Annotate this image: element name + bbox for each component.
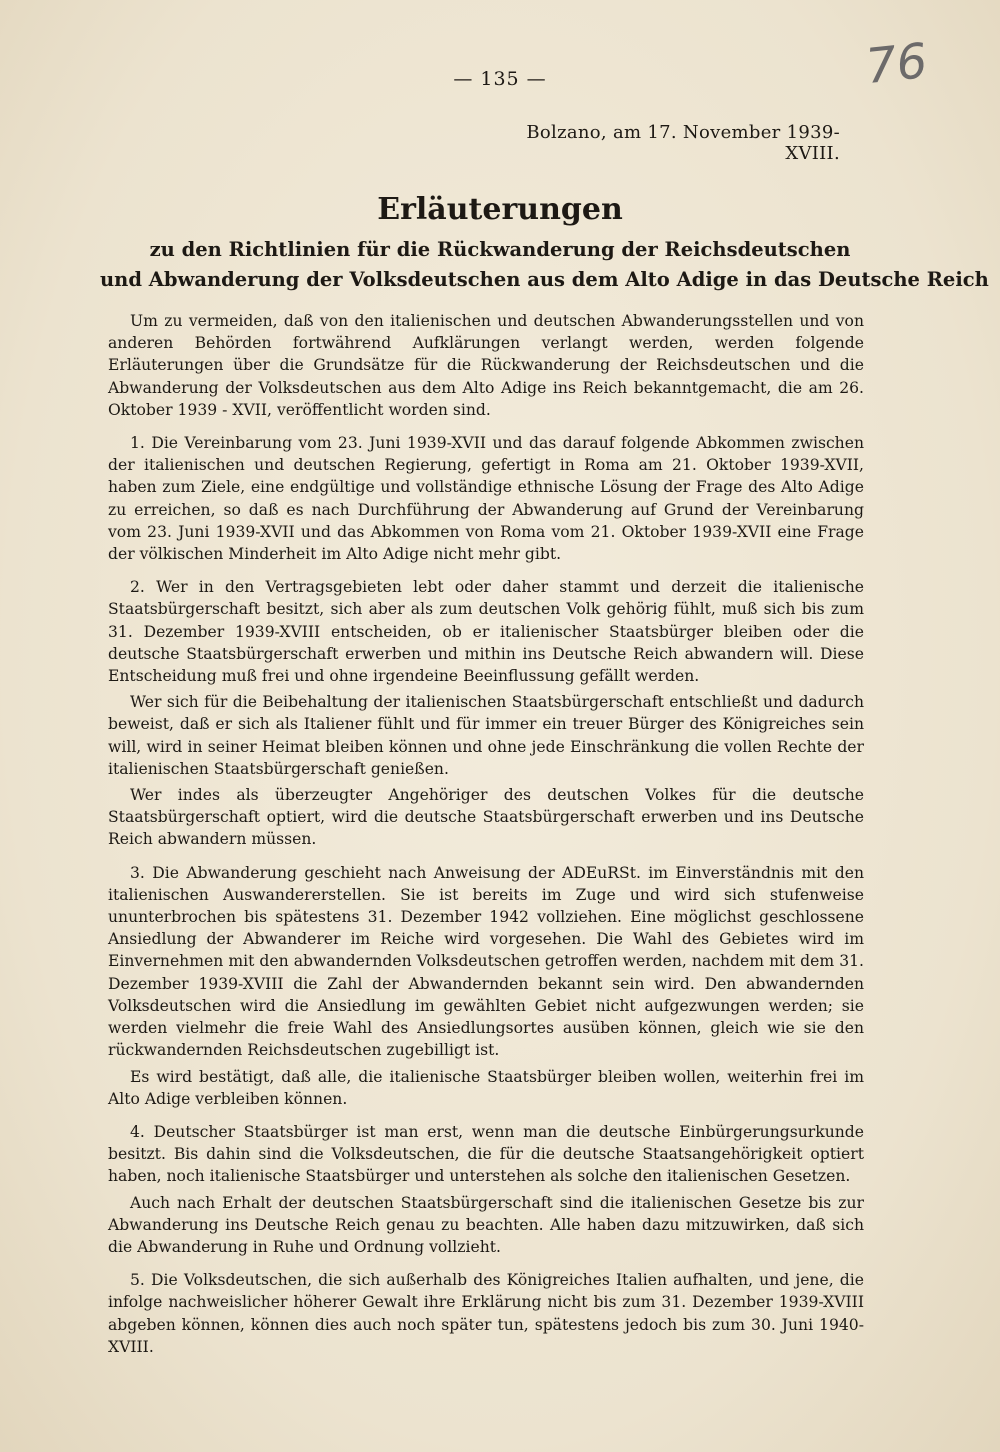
paragraph-5: 5. Die Volksdeutschen, die sich außerhalb des Königreiches Italien aufhalten, und jene, die infolge nachweislicher höherer Gewalt ihre Erklärung nicht bis zum 31. Dezember 1939-XVIII abgeben können, können dies auch noch später tun, spätestens jedoch bis zum 30. Juni 1940-XVIII. [108,1271,864,1356]
document-title: Erläuterungen [377,192,623,227]
paragraph-2-continued-a: Wer sich für die Beibehaltung der italienischen Staatsbürgerschaft entschließt und dadurch beweist, daß er sich als Italiener fühlt und für immer ein treuer Bürger des Königreiches sein will, wird in seiner Heimat bleiben können und ohne jede Einschränkung die vollen Rechte der italienischen Staatsbürgerschaft genießen. [108,693,864,778]
page-number: — 135 — [453,68,547,90]
paragraph-3: 3. Die Abwanderung geschieht nach Anweisung der ADEuRSt. im Einverständnis mit den italienischen Auswandererstellen. Sie ist bereits im Zuge und wird sich stufenweise ununterbrochen bis spätestens 31. Dezember 1942 vollziehen. Eine möglichst geschlossene Ansiedlung der Abwanderer im Reiche wird vorgesehen. Die Wahl des Gebietes wird im Einvernehmen mit den abwandernden Volksdeutschen getroffen werden, nachdem mit dem 31. Dezember 1939-XVIII die Zahl der Abwandernden bekannt sein wird. Den abwandernden Volksdeutschen wird die Ansiedlung im gewählten Gebiet nicht aufgezwungen werden; sie werden vielmehr die freie Wahl des Ansiedlungsortes ausüben können, gleich wie sie den rückwandernden Reichsdeutschen zugebilligt ist. [108,863,864,1060]
handwritten-page-number: 76 [863,32,930,96]
paragraph-2-continued-b: Wer indes als überzeugter Angehöriger des deutschen Volkes für die deutsche Staatsbürgerschaft optiert, wird die deutsche Staatsbürgerschaft erwerben und ins Deutsche Reich abwandern müssen. [108,786,864,849]
document-subtitle-line-2: und Abwanderung der Volksdeutschen aus dem Alto Adige in das Deutsche Reich [100,268,989,291]
paragraph-intro: Um zu vermeiden, daß von den italienischen und deutschen Abwanderungsstellen und von anderen Behörden fortwährend Aufklärungen verlangt werden, werden folgende Erläuterungen über die Grundsätze für die Rückwanderung der Reichsdeutschen und die Abwanderung der Volksdeutschen aus dem Alto Adige ins Reich bekanntgemacht, die am 26. Oktober 1939 - XVII, veröffentlicht worden sind. [108,312,864,419]
paragraph-1: 1. Die Vereinbarung vom 23. Juni 1939-XVII und das darauf folgende Abkommen zwischen der italienischen und deutschen Regierung, gefertigt in Roma am 21. Oktober 1939-XVII, haben zum Ziele, eine endgültige und vollständige ethnische Lösung der Frage des Alto Adige zu erreichen, so daß es nach Durchführung der Abwanderung auf Grund der Vereinbarung vom 23. Juni 1939-XVII und das Abkommen von Roma vom 21. Oktober 1939-XVII eine Frage der völkischen Minderheit im Alto Adige nicht mehr gibt. [108,434,864,564]
document-subtitle-line-1: zu den Richtlinien für die Rückwanderung der Reichsdeutschen [149,238,851,261]
paragraph-4-continued: Auch nach Erhalt der deutschen Staatsbürgerschaft sind die italienischen Gesetze bis zur Abwanderung ins Deutsche Reich genau zu beachten. Alle haben dazu mitzuwirken, daß sich die Abwanderung in Ruhe und Ordnung vollzieht. [108,1193,864,1256]
dateline: Bolzano, am 17. November 1939-XVIII. [526,122,840,164]
document-body [108,310,864,1358]
paragraph-3-continued: Es wird bestätigt, daß alle, die italienische Staatsbürger bleiben wollen, weiterhin frei im Alto Adige verbleiben können. [108,1067,864,1108]
paragraph-2: 2. Wer in den Vertragsgebieten lebt oder daher stammt und derzeit die italienische Staatsbürgerschaft besitzt, sich aber als zum deutschen Volk gehörig fühlt, muß sich bis zum 31. Dezember 1939-XVIII entscheiden, ob er italienischer Staatsbürger bleiben oder die deutsche Staatsbürgerschaft erwerben und mithin ins Deutsche Reich abwandern will. Diese Entscheidung muß frei und ohne irgendeine Beeinflussung gefällt werden. [108,578,864,686]
paragraph-4: 4. Deutscher Staatsbürger ist man erst, wenn man die deutsche Einbürgerungsurkunde besitzt. Bis dahin sind die Volksdeutschen, die für die deutsche Staatsangehörigkeit optiert haben, noch italienische Staatsbürger und unterstehen als solche den italienischen Gesetzen. [108,1122,864,1186]
